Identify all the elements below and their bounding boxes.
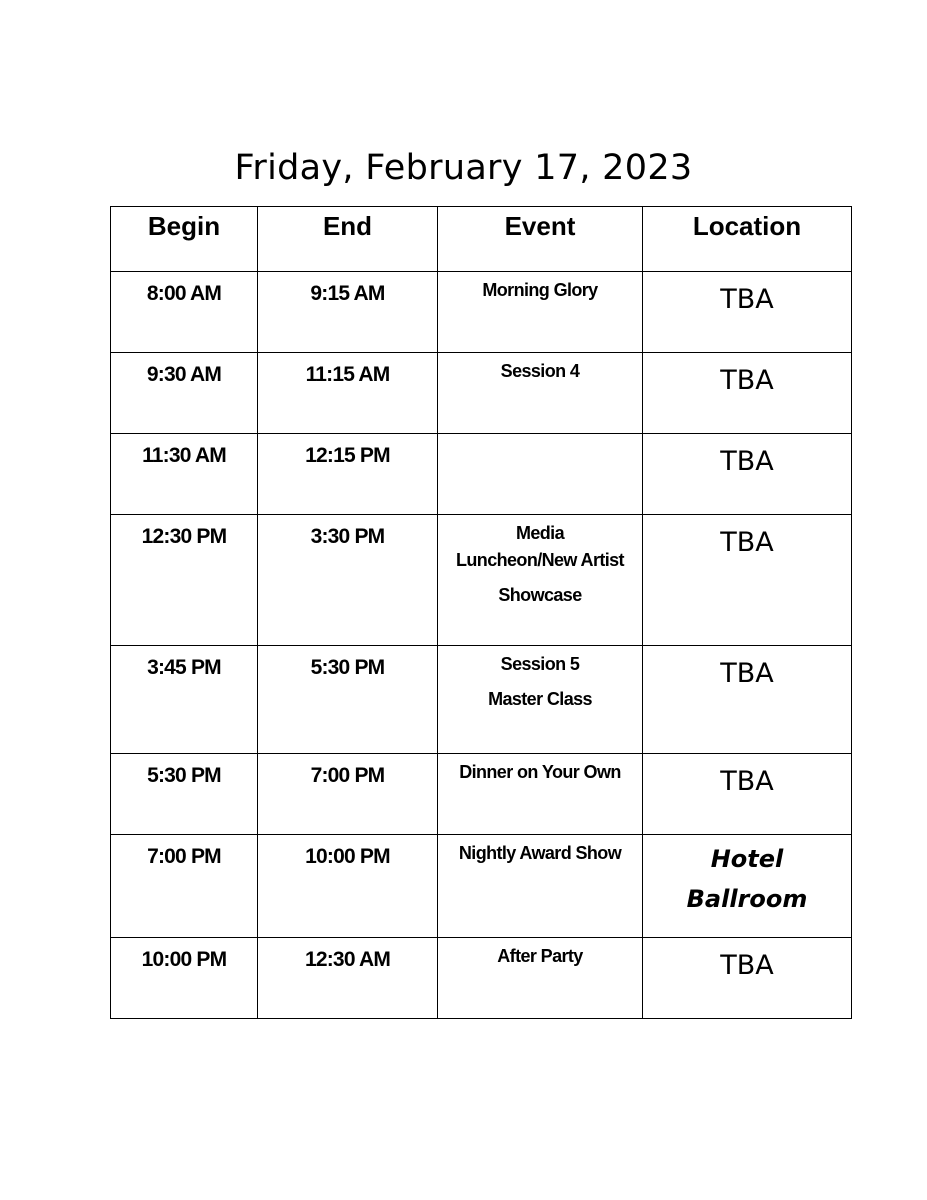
location-cell: TBA	[643, 353, 852, 434]
end-cell: 10:00 PM	[258, 835, 438, 938]
event-cell	[438, 515, 643, 646]
begin-cell: 7:00 PM	[111, 835, 258, 938]
begin-cell: 5:30 PM	[111, 754, 258, 835]
event-cell	[438, 353, 643, 434]
begin-cell: 3:45 PM	[111, 646, 258, 754]
column-header-location: Location	[643, 207, 852, 272]
header-row	[111, 207, 852, 272]
location-cell: TBA	[643, 272, 852, 353]
location-cell: TBA	[643, 515, 852, 646]
location-cell: TBA	[643, 754, 852, 835]
begin-cell: 11:30 AM	[111, 434, 258, 515]
event-line: Dinner on Your Own	[459, 762, 621, 782]
column-header-event: Event	[438, 207, 643, 272]
event-cell	[438, 938, 643, 1019]
event-line: After Party	[497, 946, 583, 966]
location-line: Hotel	[710, 845, 784, 873]
event-line: Showcase	[498, 585, 582, 605]
table-row	[111, 353, 852, 434]
location-cell	[643, 835, 852, 938]
begin-cell: 10:00 PM	[111, 938, 258, 1019]
event-cell	[438, 835, 643, 938]
table-row	[111, 835, 852, 938]
end-cell: 9:15 AM	[258, 272, 438, 353]
table-row	[111, 938, 852, 1019]
end-cell: 7:00 PM	[258, 754, 438, 835]
begin-cell: 9:30 AM	[111, 353, 258, 434]
page-title: Friday, February 17, 2023	[234, 148, 693, 188]
column-header-end: End	[258, 207, 438, 272]
event-line: Media	[515, 523, 564, 543]
event-line: Morning Glory	[482, 280, 598, 300]
table-row	[111, 515, 852, 646]
event-line: Master Class	[488, 689, 592, 709]
end-cell: 12:15 PM	[258, 434, 438, 515]
end-cell: 5:30 PM	[258, 646, 438, 754]
event-line: Session 5	[500, 654, 580, 674]
event-line: Session 4	[500, 361, 580, 381]
event-cell	[438, 434, 643, 515]
end-cell: 3:30 PM	[258, 515, 438, 646]
schedule-table	[110, 206, 852, 1019]
end-cell: 12:30 AM	[258, 938, 438, 1019]
column-header-begin: Begin	[111, 207, 258, 272]
event-line: Luncheon/New Artist	[456, 550, 624, 570]
table-row	[111, 646, 852, 754]
event-cell	[438, 272, 643, 353]
table-row	[111, 434, 852, 515]
table-row	[111, 754, 852, 835]
begin-cell: 8:00 AM	[111, 272, 258, 353]
location-cell: TBA	[643, 646, 852, 754]
table-row	[111, 272, 852, 353]
event-cell	[438, 646, 643, 754]
end-cell: 11:15 AM	[258, 353, 438, 434]
location-cell: TBA	[643, 434, 852, 515]
location-cell: TBA	[643, 938, 852, 1019]
event-cell	[438, 754, 643, 835]
location-line: Ballroom	[686, 885, 808, 913]
begin-cell: 12:30 PM	[111, 515, 258, 646]
event-line: Nightly Award Show	[458, 843, 622, 863]
